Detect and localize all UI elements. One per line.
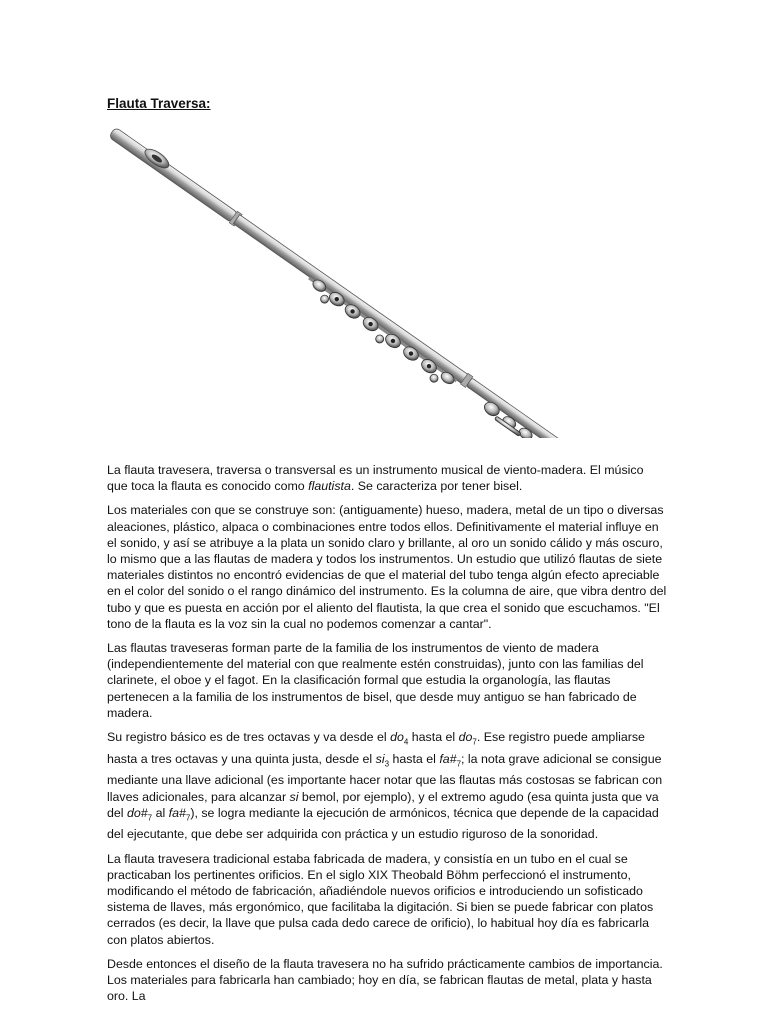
text-run: bemol, por ejemplo), y el extremo agudo (esa quinta justa que va del: [107, 789, 659, 820]
document-title: Flauta Traversa:: [107, 96, 211, 111]
text-run: La flauta travesera tradicional estaba fabricada de madera, y consistía en un tubo en el cual se practicaban los pertinentes orificios. En el siglo XIX Theobald Böhm perfeccionó el instrumento, modificando el método de fabricación, añadiéndole nuevos orificios e introduciendo un sofisticado sistema de llaves, más ergonómico, que facilitaba la digitación. Si bien se puede fabricar con platos cerrados (es decir, la llave que pulsa cada dedo carece de orificio), lo habitual hoy día es fabricarla con platos abiertos.: [107, 851, 654, 947]
text-run: Su registro básico es de tres octavas y va desde el: [107, 730, 391, 745]
text-run: La flauta travesera, traversa o transversal es un instrumento musical de viento-madera. El músico que toca la flauta es conocido como: [107, 463, 644, 494]
subscript-text: 7: [185, 813, 191, 823]
subscript-text: 3: [384, 759, 390, 769]
paragraph: [107, 640, 667, 721]
italic-text: si: [289, 789, 299, 804]
text-run: hasta el: [408, 730, 459, 745]
subscript-text: 4: [403, 737, 409, 747]
subscript-text: 7: [472, 737, 477, 747]
subscript-text: 7: [456, 759, 462, 769]
paragraph: [107, 729, 667, 843]
paragraph: [107, 851, 667, 948]
flute-image: [100, 118, 610, 438]
subscript-text: 7: [147, 813, 153, 823]
italic-text: fa#: [439, 751, 457, 766]
text-run: . Se caracteriza por tener bisel.: [350, 479, 523, 494]
italic-text: do: [390, 730, 404, 745]
paragraph: [107, 462, 667, 494]
text-run: Las flautas traveseras forman parte de la familia de los instrumentos de viento de madera (independientemente del material con que realmente estén construidas), junto con las familias del clarinete, el oboe y el fagot. En la clasificación formal que estudia la organología, las flautas pertenecen a la familia de los instrumentos de bisel, que desde muy antiguo se han fabricado de madera.: [107, 641, 644, 720]
text-run: ), se logra mediante la ejecución de armónicos, técnica que depende de la capacidad del ejecutante, que debe ser adquirida con práctica y un estudio riguroso de la sonoridad.: [107, 805, 659, 842]
paragraph: [107, 956, 667, 1005]
italic-text: do: [458, 730, 473, 745]
text-run: ; la nota grave adicional se consigue mediante una llave adicional (es importante hacer notar que las flautas más costosas se fabrican con llaves adicionales, para alcanzar: [107, 751, 663, 804]
text-run: hasta el: [389, 751, 440, 766]
text-run: . Ese registro puede ampliarse hasta a tres octavas y una quinta justa, desde el: [107, 730, 645, 766]
text-run: Los materiales con que se construye son: (antiguamente) hueso, madera, metal de un tipo o diversas aleaciones, plástico, alpaca o combinaciones entre todos ellos. Definitivamente el material influye en el sonido, y así se atribuye a la plata un sonido claro y brillante, al oro un sonido cálido y más oscuro, lo mismo que a las flautas de madera y todos los instrumentos. Un estudio que utilizó flautas de siete materiales distintos no encontró evidencias de que el material del tubo tenga algún efecto apreciable en el color del sonido o el rango dinámico del instrumento. Es la columna de aire, que vibra dentro del tubo y que es puesta en acción por el aliento del flautista, la que crea el sonido que escuchamos. "El tono de la flauta es la voz sin la cual no podemos comenzar a cantar".: [107, 503, 667, 631]
italic-text: fa#: [168, 805, 186, 820]
italic-text: do#: [126, 805, 148, 820]
paragraph: [107, 502, 667, 632]
text-run: Desde entonces el diseño de la flauta travesera no ha sufrido prácticamente cambios de importancia. Los materiales para fabricarla han cambiado; hoy en día, se fabrican flautas de metal, plata y hasta oro. La: [107, 956, 663, 1004]
italic-text: flautista: [308, 479, 351, 494]
document-body: [107, 462, 667, 1013]
italic-text: si: [375, 751, 385, 766]
text-run: al: [152, 805, 169, 820]
